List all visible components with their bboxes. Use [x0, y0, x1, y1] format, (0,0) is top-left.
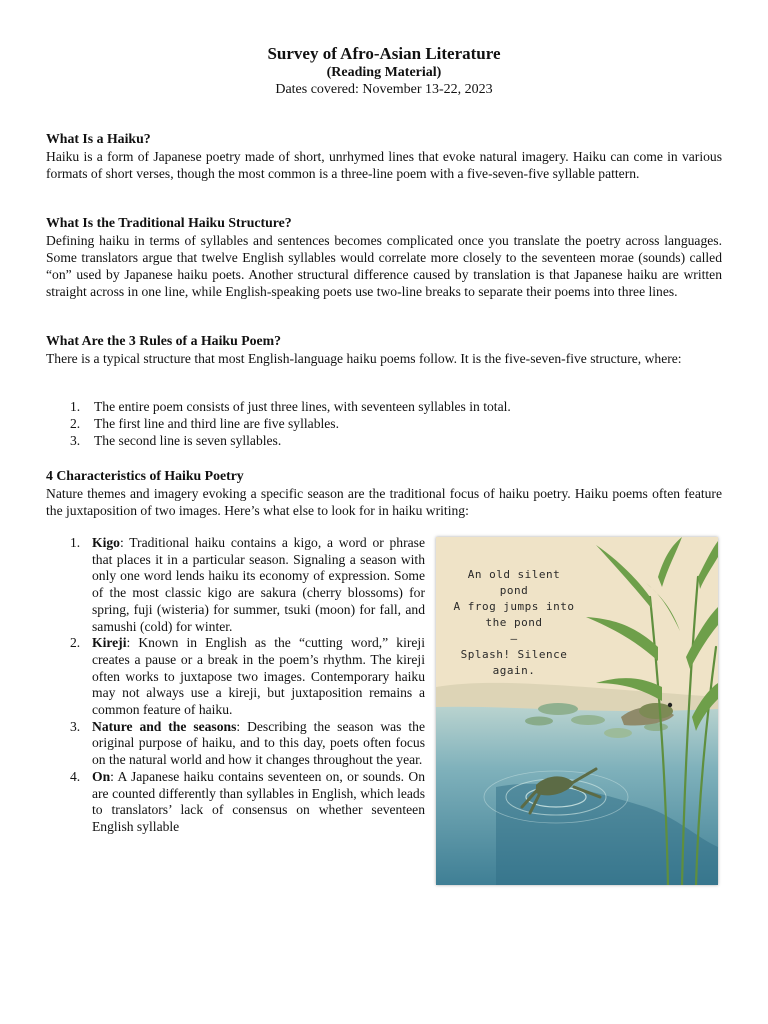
poem-line: —	[510, 632, 518, 645]
poem-line: the pond	[485, 616, 543, 629]
section-paragraph: Nature themes and imagery evoking a specific season are the traditional focus of haiku poetry. Haiku poems often feature the juxtaposition of two images. Here’s what else to look for in haiku writing:	[46, 486, 722, 518]
list-text: The first line and third line are five syllables.	[94, 416, 339, 431]
poem-line: Splash! Silence	[460, 648, 568, 661]
section-paragraph: There is a typical structure that most English-language haiku poems follow. It is the five-seven-five structure, where:	[46, 351, 682, 366]
section-heading: 4 Characteristics of Haiku Poetry	[46, 468, 244, 483]
list-text: The entire poem consists of just three lines, with seventeen syllables in total.	[94, 399, 511, 414]
term: Kireji	[92, 635, 127, 651]
list-text: The second line is seven syllables.	[94, 433, 282, 448]
term: Kigo	[92, 535, 120, 550]
list-number: 2.	[70, 416, 81, 431]
haiku-illustration	[436, 537, 718, 885]
frog-eye	[668, 703, 672, 707]
list-number: 1.	[70, 535, 81, 550]
list-number: 2.	[70, 635, 81, 651]
list-number: 3.	[70, 718, 81, 734]
list-text: : Known in English as the “cutting word,” kireji creates a pause or a break in the poem’s rhythm. The kireji often works to juxtapose two images. Contemporary haiku may not always use a kireji, but juxtaposition remains a common feature of haiku.	[92, 635, 425, 718]
term: Nature and the seasons	[92, 718, 237, 734]
illustration-canvas	[436, 537, 718, 885]
section-heading: What Are the 3 Rules of a Haiku Poem?	[46, 333, 282, 348]
characteristics-list	[70, 535, 425, 836]
document-subtitle: (Reading Material)	[326, 65, 442, 80]
section-traditional-structure	[46, 214, 722, 300]
list-number: 4.	[70, 768, 81, 784]
document-header	[0, 44, 768, 99]
section-characteristics	[46, 467, 722, 519]
section-what-is-haiku	[46, 130, 722, 182]
list-item	[70, 635, 425, 719]
list-item	[70, 769, 425, 836]
rules-list	[70, 398, 670, 449]
section-paragraph: Haiku is a form of Japanese poetry made of short, unrhymed lines that evoke natural imagery. Haiku can come in various formats of short verses, though the most common is a three-line poem with a five-seven-five syllable pattern.	[46, 149, 722, 181]
lily-pad	[604, 728, 632, 738]
term: On	[92, 768, 111, 784]
list-item	[70, 432, 670, 449]
section-heading: What Is the Traditional Haiku Structure?	[46, 215, 292, 230]
list-item	[70, 719, 425, 769]
poem-line: An old silent	[467, 568, 561, 581]
poem-line: A frog jumps into	[453, 600, 575, 613]
dates-covered: Dates covered: November 13-22, 2023	[275, 82, 493, 97]
list-item	[70, 398, 670, 415]
section-paragraph: Defining haiku in terms of syllables and sentences becomes complicated once you translate the poetry across languages. Some translators argue that twelve English syllables would correlate more closely to the seventeen morae (sounds) called “on” used by Japanese haiku poets. Another structural difference caused by translation is that Japanese haiku are written straight across in one line, while English-speaking poets use two-line breaks to separate their poems into three lines.	[46, 233, 722, 299]
list-item	[70, 535, 425, 635]
list-text: : A Japanese haiku contains seventeen on, or sounds. On are counted differently than syllables in English, which leads to translators’ lack of consensus on whether seventeen English syllable	[92, 768, 425, 834]
lily-pad	[571, 715, 605, 725]
lily-pad	[538, 703, 578, 715]
section-three-rules	[46, 332, 722, 367]
list-number: 3.	[70, 433, 81, 448]
poem-line: pond	[499, 584, 529, 597]
section-heading: What Is a Haiku?	[46, 131, 151, 146]
poem-line: again.	[492, 664, 536, 677]
lily-pad	[525, 717, 553, 726]
list-number: 1.	[70, 399, 81, 414]
list-text: : Describing the season was the original purpose of haiku, and to this day, poets often focus on the natural world and how it changes throughout the year.	[92, 718, 425, 768]
list-text: : Traditional haiku contains a kigo, a word or phrase that places it in a particular season. Signaling a season with only one word lends haiku its economy of expression. Some of the most classic kigo are sakura (cherry blossoms) for spring, fuji (wisteria) for summer, tsuki (moon) for fall, and samushi (cold) for winter.	[92, 535, 425, 634]
document-title: Survey of Afro-Asian Literature	[267, 44, 501, 63]
list-item	[70, 415, 670, 432]
